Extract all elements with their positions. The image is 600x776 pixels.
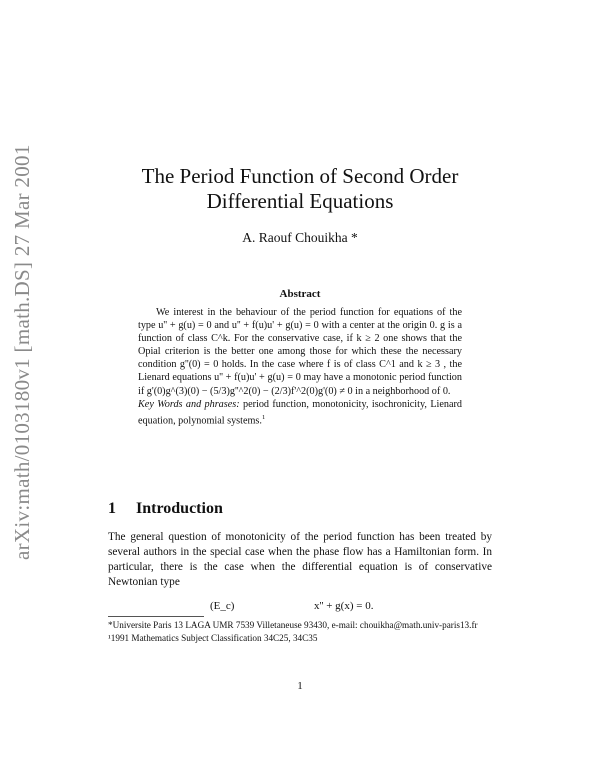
abstract-body bbox=[138, 306, 462, 427]
footnotes bbox=[108, 620, 492, 644]
paper-title bbox=[110, 164, 490, 214]
equation-ec bbox=[108, 600, 492, 614]
equation-label: (E_c) bbox=[210, 600, 235, 612]
keywords-line bbox=[138, 398, 462, 428]
arxiv-identifier-stamp: arXiv:math/0103180v1 [math.DS] 27 Mar 2001 bbox=[10, 144, 34, 560]
author-line: A. Raouf Chouikha * bbox=[242, 230, 358, 245]
abstract-heading: Abstract bbox=[279, 288, 321, 300]
equation-expression: x'' + g(x) = 0. bbox=[314, 600, 374, 612]
keywords-text: period function, monotonicity, isochronicity, Lienard equation, polynomial systems. bbox=[138, 398, 462, 427]
title-line-1: The Period Function of Second Order bbox=[141, 164, 459, 188]
section-heading-introduction bbox=[108, 500, 223, 518]
footnote-separator bbox=[108, 616, 204, 617]
keywords-footnote-mark: 1 bbox=[261, 413, 266, 421]
footnote-affiliation: *Universite Paris 13 LAGA UMR 7539 Villetaneuse 93430, e-mail: chouikha@math.univ-paris13.fr bbox=[108, 620, 478, 630]
page-number: 1 bbox=[297, 680, 303, 692]
section-number: 1 bbox=[108, 500, 116, 517]
title-line-2: Differential Equations bbox=[206, 189, 394, 213]
keywords-label: Key Words and phrases: bbox=[138, 398, 240, 410]
abstract-paragraph: We interest in the behaviour of the period function for equations of the type u'' + g(u) = 0 and u'' + f(u)u' + g(u) = 0 with a center at the origin 0. g is a function of class C^k. For the conservative case, if k ≥ 2 one shows that the Opial criterion is the better one among those for which these the necessary condition g''(0) = 0 holds. In the case where f is of class C^1 and k ≥ 3 , the Lienard equations u'' + f(u)u' + g(u) = 0 may have a monotonic period function if g'(0)g^(3)(0) − (5/3)g''^2(0) − (2/3)f'^2(0)g'(0) ≠ 0 in a neighborhood of 0. bbox=[138, 307, 462, 397]
section-title: Introduction bbox=[136, 500, 223, 517]
introduction-paragraph: The general question of monotonicity of the period function has been treated by several authors in the special case when the phase flow has a Hamiltonian form. In particular, there is the case when the differential equation is of conservative Newtonian type bbox=[108, 531, 492, 588]
footnote-classification: ¹1991 Mathematics Subject Classification 34C25, 34C35 bbox=[108, 632, 318, 643]
